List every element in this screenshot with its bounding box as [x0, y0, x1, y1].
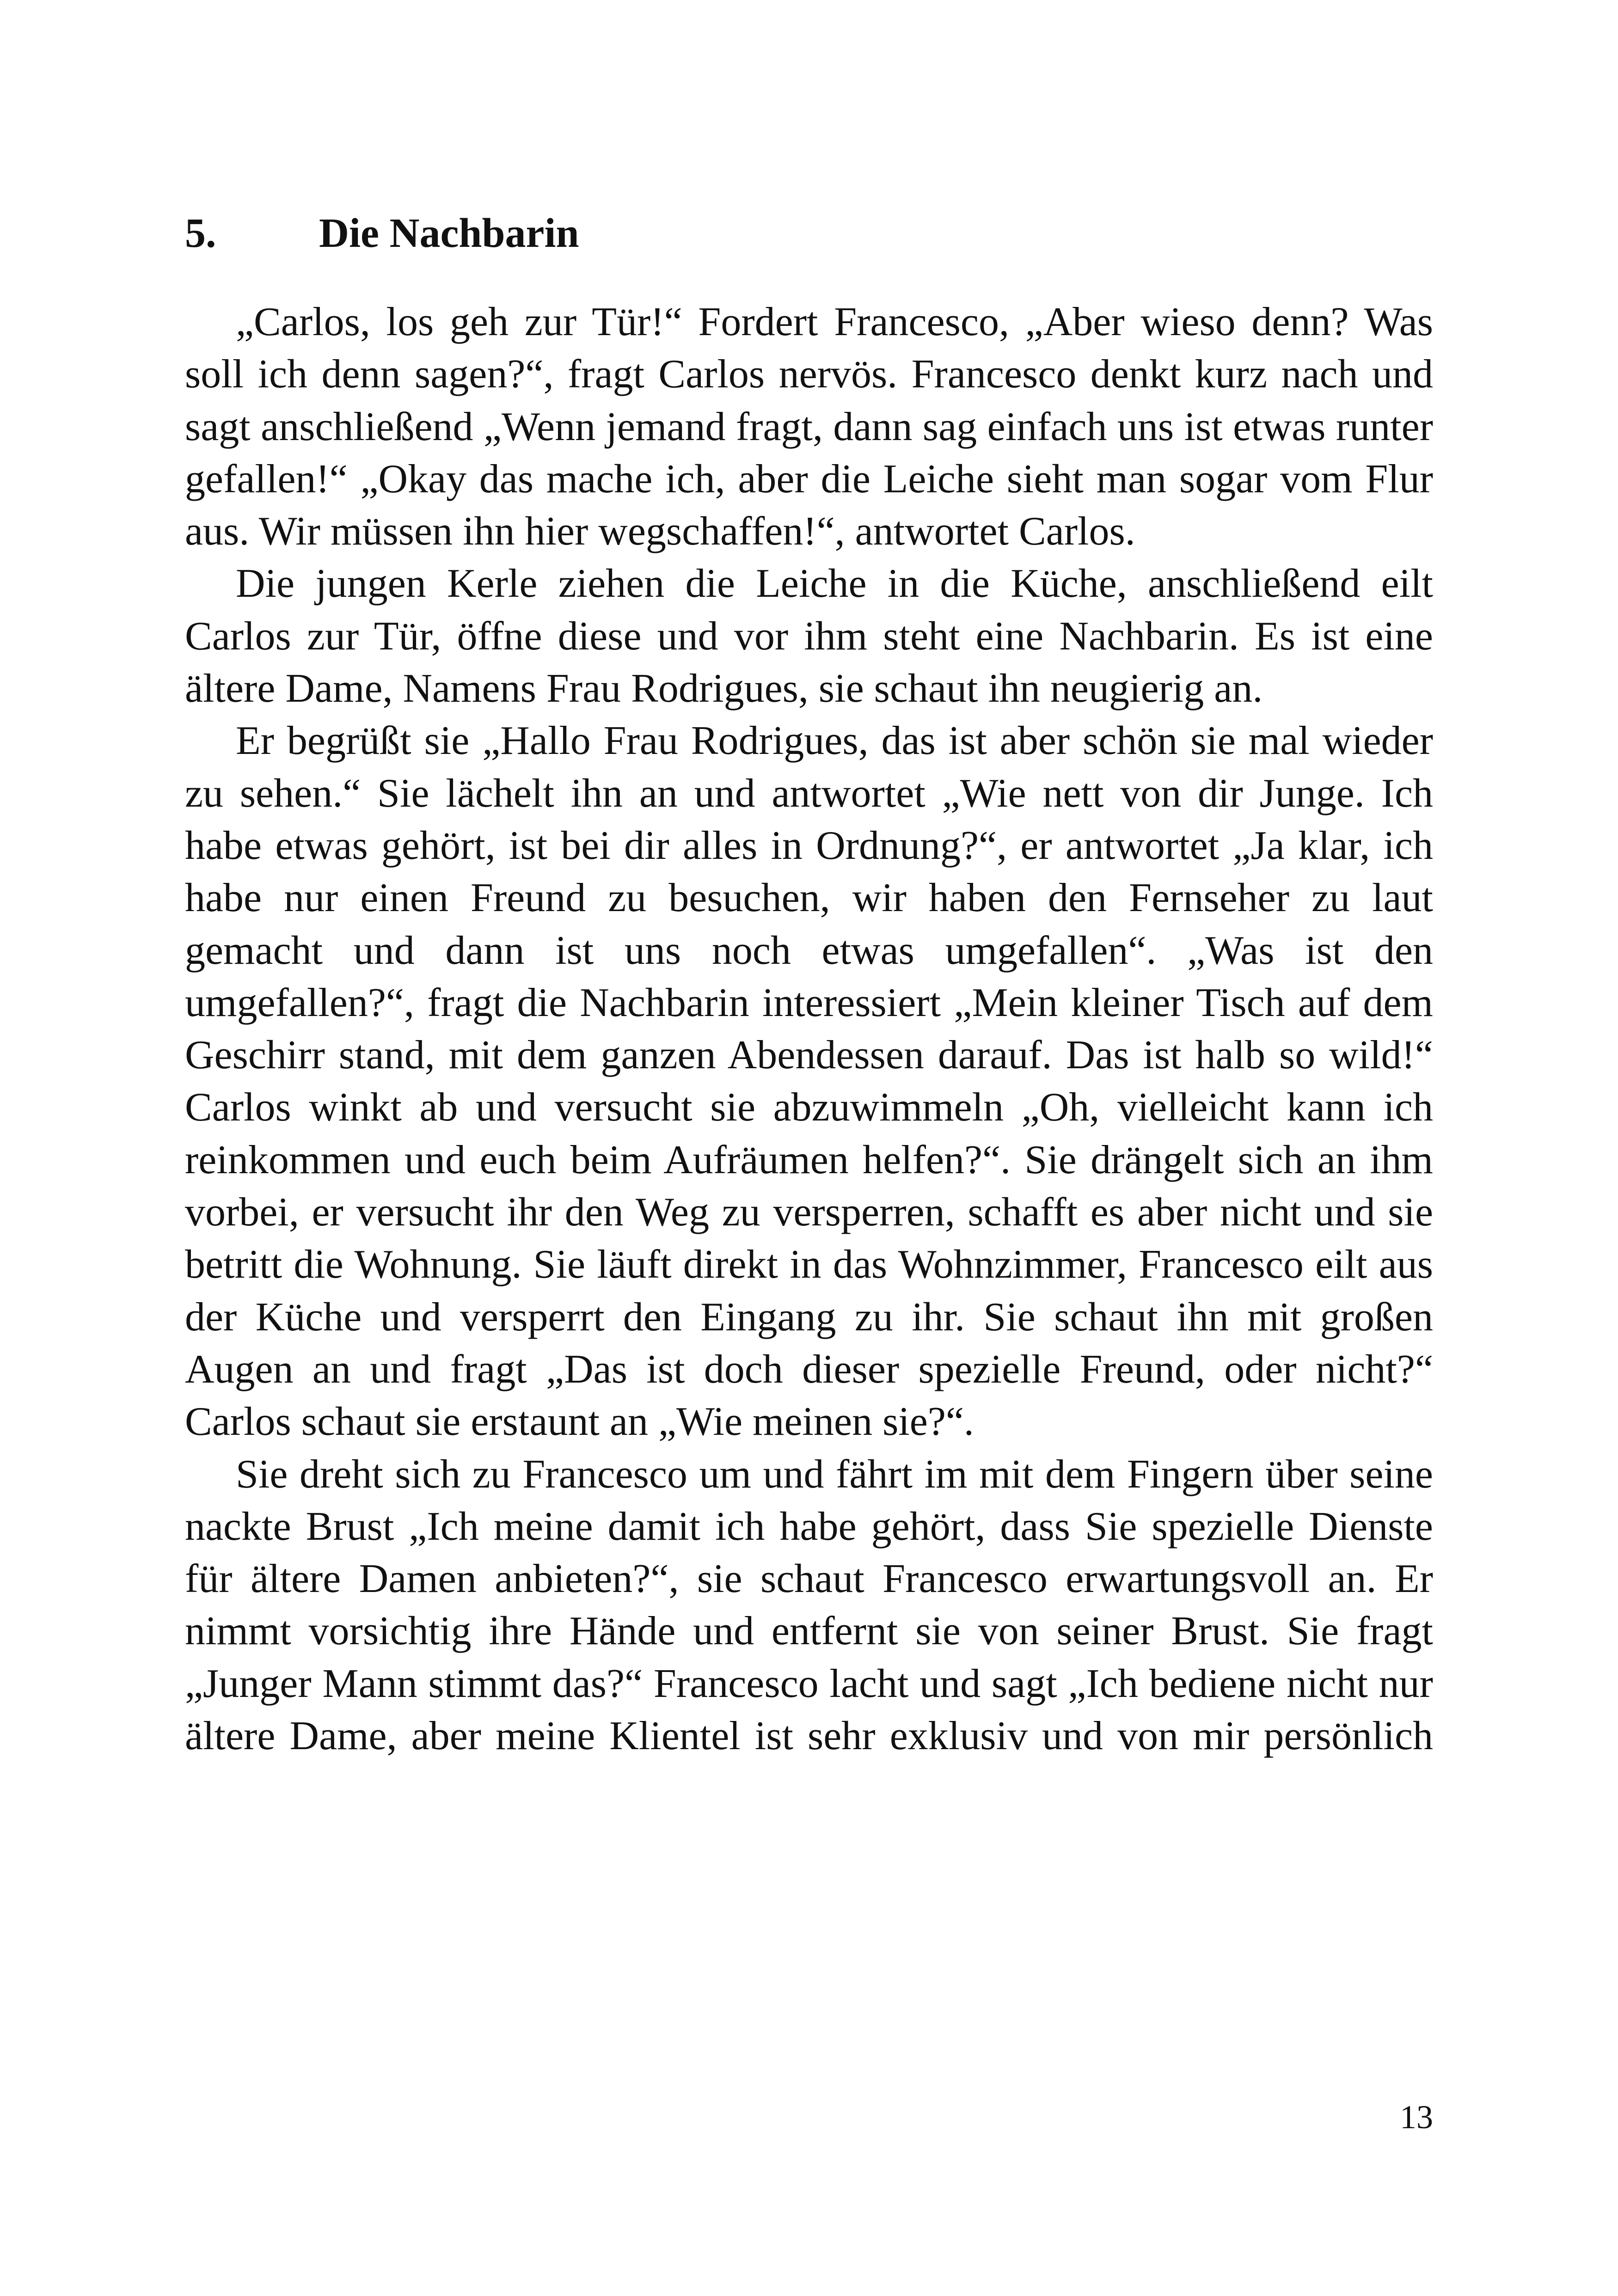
page-number: 13 — [1400, 2099, 1433, 2136]
paragraph: Er begrüßt sie „Hallo Frau Rodrigues, das ist aber schön sie mal wieder zu sehen.“ Sie lächelt ihn an und antwortet „Wie nett von dir Junge. Ich habe etwas gehört, ist bei dir alles in Ordnung?“, er antwortet „Ja klar, ich habe nur einen Freund zu besuchen, wir haben den Fernseher zu laut gemacht und dann ist uns noch etwas umgefallen“. „Was ist den umgefallen?“, fragt die Nachbarin interessiert „Mein kleiner Tisch auf dem Geschirr stand, mit dem ganzen Abendessen darauf. Das ist halb so wild!“ Carlos winkt ab und versucht sie abzuwimmeln „Oh, vielleicht kann ich reinkommen und euch beim Aufräumen helfen?“. Sie drängelt sich an ihm vorbei, er versucht ihr den Weg zu versperren, schafft es aber nicht und sie betritt die Wohnung. Sie läuft direkt in das Wohnzimmer, Francesco eilt aus der Küche und versperrt den Eingang zu ihr. Sie schaut ihn mit großen Augen an und fragt „Das ist doch dieser spezielle Freund, oder nicht?“ Carlos schaut sie erstaunt an „Wie meinen sie?“. — [185, 718, 1433, 1445]
paragraph: Die jungen Kerle ziehen die Leiche in die Küche, anschließend eilt Carlos zur Tür, öffne diese und vor ihm steht eine Nachbarin. Es ist eine ältere Dame, Namens Frau Rodrigues, sie schaut ihn neugierig an. — [185, 561, 1433, 711]
paragraph: Sie dreht sich zu Francesco um und fährt im mit dem Fingern über seine nackte Brust „Ich meine damit ich habe gehört, dass Sie spezielle Dienste für ältere Damen anbieten?“, sie schaut Francesco erwartungsvoll an. Er nimmt vorsichtig ihre Hände und entfernt sie von seiner Brust. Sie fragt „Junger Mann stimmt das?“ Francesco lacht und sagt „Ich bediene nicht nur ältere Dame, aber meine Klientel ist sehr exklusiv und von mir persönlich — [185, 1451, 1433, 1759]
chapter-body — [185, 296, 1433, 1762]
chapter-title: Die Nachbarin — [319, 210, 579, 256]
chapter-number: 5. — [185, 210, 216, 256]
chapter-heading — [185, 199, 579, 268]
paragraph: „Carlos, los geh zur Tür!“ Fordert Francesco, „Aber wieso denn? Was soll ich denn sagen?“, fragt Carlos nervös. Francesco denkt kurz nach und sagt anschließend „Wenn jemand fragt, dann sag einfach uns ist etwas runter gefallen!“ „Okay das mache ich, aber die Leiche sieht man sogar vom Flur aus. Wir müssen ihn hier wegschaffen!“, antwortet Carlos. — [185, 300, 1433, 554]
